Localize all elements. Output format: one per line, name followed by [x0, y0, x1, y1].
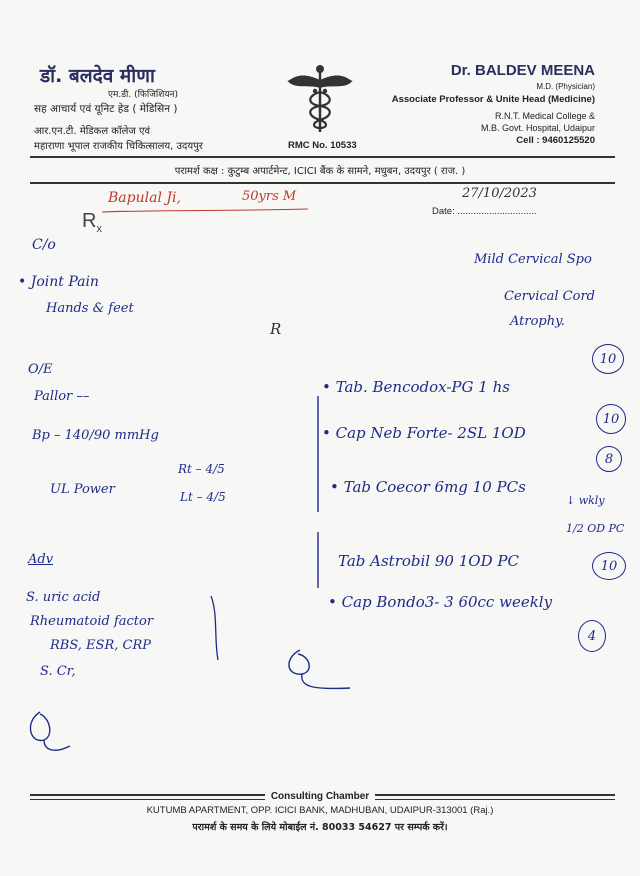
prescription-date: 27/10/2023: [462, 186, 537, 201]
diagnosis-line-1: Mild Cervical Spo: [474, 252, 592, 267]
hospital-english: M.B. Govt. Hospital, Udaipur: [480, 123, 595, 133]
advice-4: S. Cr,: [40, 664, 76, 679]
exam-bp: Bp – 140/90 mmHg: [32, 428, 159, 443]
doctor-title-hindi: सह आचार्य एवं यूनिट हेड ( मेडिसिन ): [34, 103, 178, 115]
medication-5-quantity: 4: [578, 620, 606, 652]
cell-number: Cell : 9460125520: [516, 135, 595, 146]
diagnosis-line-2: Cervical Cord: [504, 289, 595, 304]
doctor-name-english: Dr. BALDEV MEENA: [450, 62, 595, 79]
medication-4-quantity: 10: [592, 552, 626, 580]
power-right: Rt – 4/5: [178, 462, 225, 476]
rmc-number: RMC No. 10533: [288, 140, 357, 151]
footer-title: Consulting Chamber: [265, 791, 375, 802]
patient-underline: [100, 208, 310, 214]
diagnosis-line-3: Atrophy.: [510, 314, 565, 329]
advice-2: Rheumatoid factor: [30, 614, 154, 629]
medication-5: • Cap Bondo3- 3 60cc weekly: [328, 593, 553, 611]
header-divider-bottom: [30, 182, 615, 184]
medication-3-dose: 1/2 OD PC: [566, 522, 625, 535]
doctor-name-hindi: डॉ. बलदेव मीणा: [40, 65, 155, 87]
complaint-1: • Joint Pain: [18, 274, 99, 290]
medication-3-frequency: ↓ wkly: [566, 494, 605, 507]
signature-mark-2: [26, 700, 86, 760]
rx-symbol: $R_x$: [82, 210, 102, 235]
advice-1: S. uric acid: [26, 590, 101, 605]
medication-4: Tab Astrobil 90 1OD PC: [338, 552, 519, 570]
advice-label: Adv: [28, 552, 54, 567]
advice-3: RBS, ESR, CRP: [50, 638, 151, 653]
medication-2-quantity: 10: [596, 404, 626, 434]
medication-2: • Cap Neb Forte- 2SL 1OD: [322, 424, 526, 442]
patient-age-sex: 50yrs M: [242, 189, 297, 204]
exam-ul-power: UL Power: [50, 482, 115, 497]
medication-3-quantity: 8: [596, 446, 622, 472]
rx-mark: R: [270, 320, 282, 338]
power-left: Lt – 4/5: [180, 490, 226, 504]
medication-bracket: [312, 392, 324, 592]
footer-title-wrap: [0, 786, 640, 804]
footer-address: KUTUMB APARTMENT, OPP. ICICI BANK, MADHUBAN, UDAIPUR-313001 (Raj.): [146, 805, 494, 816]
advice-bracket: [208, 594, 222, 664]
doctor-title-english: Associate Professor & Unite Head (Medicine): [391, 94, 595, 105]
caduceus-icon: [285, 62, 355, 134]
college-hindi: आर.एन.टी. मेडिकल कॉलेज एवं: [34, 126, 151, 137]
footer-contact-hindi: परामर्श के समय के लिये मोबाईल नं. 80033 54627 पर सम्पर्क करें।: [192, 822, 448, 833]
date-label: Date: ..............................: [432, 206, 537, 217]
patient-name: Bapulal Ji,: [108, 190, 181, 206]
complaint-label: C/o: [32, 237, 56, 253]
header-divider-top: [30, 156, 615, 158]
medication-1-quantity: 10: [592, 344, 624, 374]
doctor-degree-english: M.D. (Physician): [536, 82, 595, 91]
college-english: R.N.T. Medical College &: [494, 111, 595, 121]
complaint-2: Hands & feet: [46, 301, 134, 316]
medication-1: • Tab. Bencodox-PG 1 hs: [322, 378, 510, 396]
signature-mark-1: [280, 640, 360, 700]
medication-3: • Tab Coecor 6mg 10 PCs: [330, 478, 526, 496]
doctor-degree-hindi: एम.डी. (फिजिशियन): [108, 90, 179, 100]
exam-pallor: Pallor ––: [34, 389, 90, 404]
hospital-hindi: महाराणा भूपाल राजकीय चिकित्सालय, उदयपुर: [34, 141, 203, 152]
exam-label: O/E: [28, 362, 53, 377]
clinic-address-hindi: परामर्श कक्ष : कुटुम्ब अपार्टमेन्ट, ICICI बैंक के सामने, मधुबन, उदयपुर ( राज. ): [174, 166, 466, 177]
